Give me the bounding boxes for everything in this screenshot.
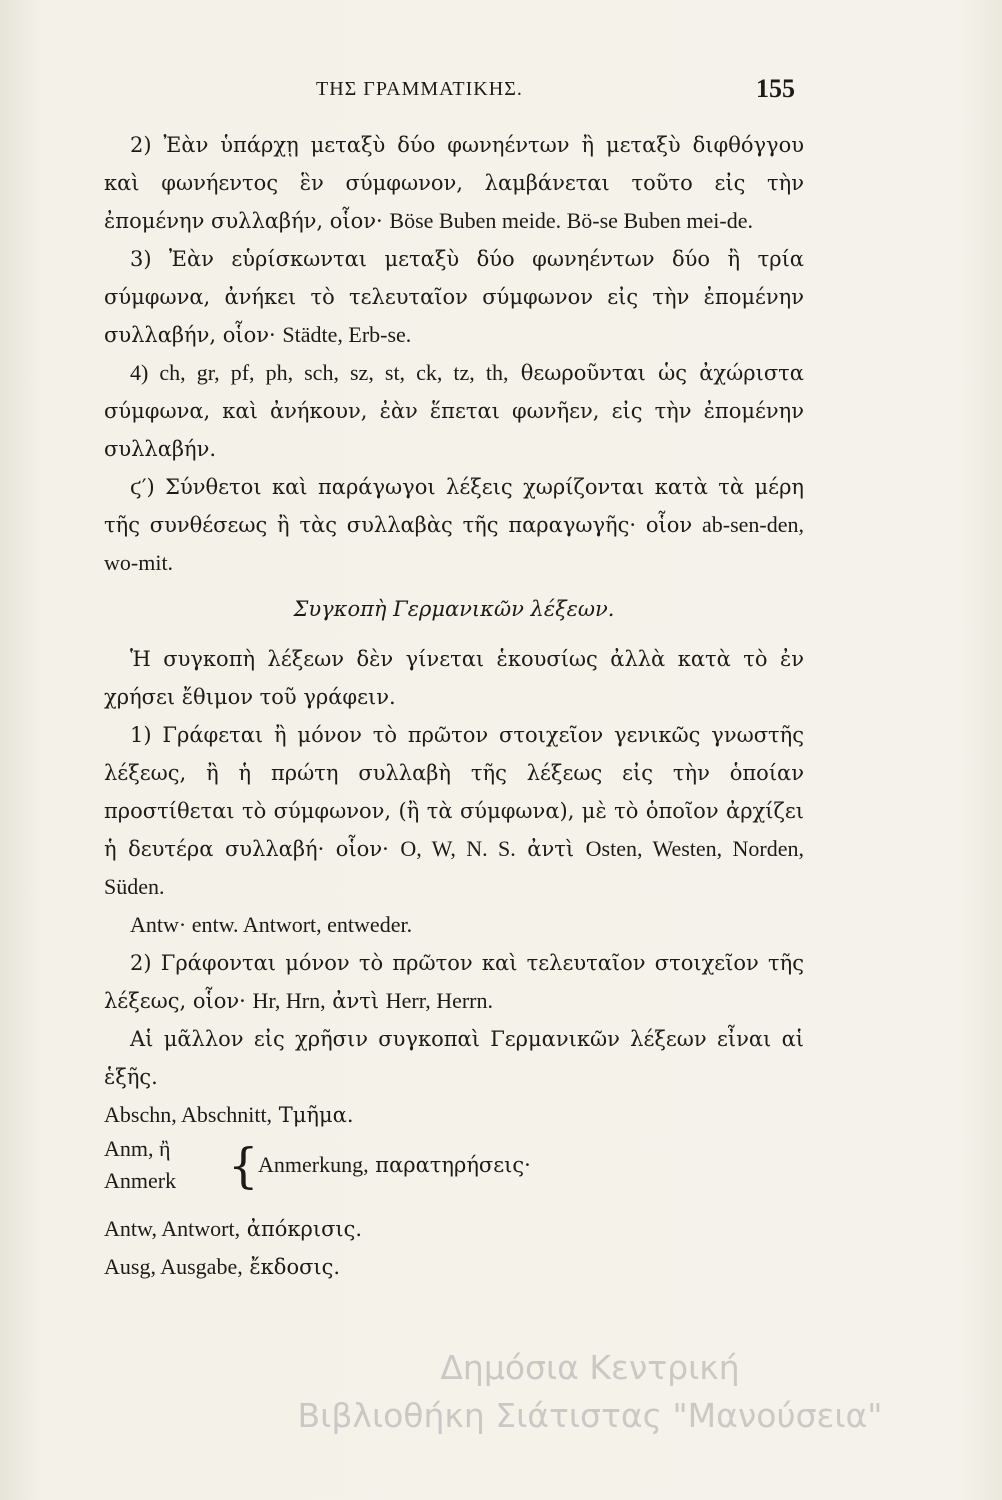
abbreviation-term: Ausg, Ausgabe,	[104, 1254, 243, 1279]
abbreviation-full: Anmerkung,	[258, 1152, 369, 1177]
example-text: Böse Buben meide. Bö-se Buben mei-de.	[389, 208, 753, 233]
example-text: ab-sen-den, wo-mit.	[104, 512, 804, 575]
paragraph-rule-4	[104, 354, 804, 468]
paragraph-text: ἀντὶ	[332, 989, 380, 1013]
example-text: Herr, Herrn.	[385, 988, 493, 1013]
abbreviation-term: Anmerk	[104, 1168, 177, 1193]
paragraph-text: 1) Γράφεται ἢ μόνον τὸ πρῶτον στοιχεῖον γενικῶς γνωστῆς λέξεως, ἢ ἡ πρώτη συλλαβὴ τῆς λέξεως εἰς τὴν ὁποίαν προστίθεται τὸ σύμφωνον, (ἢ τὰ σύμφωνα), μὲ τὸ ὁποῖον ἀρχίζει ἡ δευτέρα συλλαβή· οἷον·	[104, 723, 804, 861]
abbreviation-entry	[104, 1096, 804, 1134]
abbreviation-term: Abschn, Abschnitt,	[104, 1102, 273, 1127]
page-body	[104, 126, 804, 1286]
paragraph-text: 2) Ἐὰν ὑπάρχῃ μεταξὺ δύο φωνηέντων ἢ μεταξὺ διφθόγγου καὶ φωνήεντος ἓν σύμφωνον, λαμβάνεται τοῦτο εἰς τὴν ἐπομένην συλλαβήν, οἷον·	[104, 133, 804, 233]
abbreviation-meaning: ἔκδοσις.	[249, 1255, 341, 1279]
paragraph-rule-1	[104, 716, 804, 906]
paragraph-rule-2b	[104, 944, 804, 1020]
example-text: Hr, Hrn,	[252, 988, 326, 1013]
paragraph-text: ϛ′) Σύνθετοι καὶ παράγωγοι λέξεις χωρίζονται κατὰ τὰ μέρη τῆς συνθέσεως ἢ τὰς συλλαβὰς τῆς παραγωγῆς· οἷον	[104, 475, 804, 537]
abbreviation-entry	[104, 1210, 804, 1248]
page-number: 155	[756, 74, 795, 103]
page-header	[0, 74, 1002, 114]
abbreviation-greek: παρατηρήσεις·	[375, 1153, 531, 1177]
paragraph-text: θεωροῦνται ὡς ἀχώριστα σύμφωνα, καὶ ἀνήκουν, ἐὰν ἕπεται φωνῆεν, εἰς τὴν ἐπομένην συλλαβήν.	[104, 361, 804, 461]
abbreviation-term: Anm, ἢ	[104, 1136, 171, 1161]
watermark-line: Βιβλιοθήκη Σιάτιστας "Μανούσεια"	[297, 1396, 883, 1435]
abbreviation-term: Antw, Antwort,	[104, 1216, 241, 1241]
abbreviation-meaning: Τμῆμα.	[278, 1103, 354, 1127]
section-heading: Συγκοπὴ Γερμανικῶν λέξεων.	[293, 597, 615, 621]
paragraph-rule-6	[104, 468, 804, 582]
paragraph-text: 2) Γράφονται μόνον τὸ πρῶτον καὶ τελευταῖον στοιχεῖον τῆς λέξεως, οἷον·	[104, 951, 804, 1013]
example-text: O, W, N. S.	[400, 836, 516, 861]
example-text: 4) ch, gr, pf, ph, sch, sz, st, ck, tz, th,	[130, 360, 509, 385]
running-title: ΤΗΣ ΓΡΑΜΜΑΤΙΚΗΣ.	[316, 78, 523, 100]
example-text: Osten, Westen, Norden, Süden.	[104, 836, 804, 899]
abbreviation-meaning: ἀπόκρισις.	[246, 1217, 363, 1241]
example-text: Städte, Erb-se.	[282, 322, 412, 347]
paragraph-intro: Ἡ συγκοπὴ λέξεων δὲν γίνεται ἑκουσίως ἀλλὰ κατὰ τὸ ἐν χρήσει ἔθιμον τοῦ γράφειν.	[104, 647, 804, 709]
brace-icon: {	[228, 1138, 259, 1194]
library-watermark	[230, 1344, 950, 1440]
watermark-line: Δημόσια Κεντρική	[440, 1348, 740, 1387]
paragraph-text: ἀντὶ	[527, 837, 575, 861]
abbreviation-meaning	[258, 1150, 531, 1180]
abbreviation-entry	[104, 1248, 804, 1286]
paragraph-example: Antw· entw. Antwort, entweder.	[130, 912, 413, 937]
paragraph-rule-3	[104, 240, 804, 354]
paragraph-rule-2	[104, 126, 804, 240]
paragraph-text: 3) Ἐὰν εὑρίσκωνται μεταξὺ δύο φωνηέντων δύο ἢ τρία σύμφωνα, ἀνήκει τὸ τελευταῖον σύμφωνον εἰς τὴν ἐπομένην συλλαβήν, οἷον·	[104, 247, 804, 347]
paragraph-list-intro: Αἱ μᾶλλον εἰς χρῆσιν συγκοπαὶ Γερμανικῶν λέξεων εἶναι αἱ ἑξῆς.	[104, 1027, 804, 1089]
abbreviation-entry	[104, 1134, 804, 1210]
